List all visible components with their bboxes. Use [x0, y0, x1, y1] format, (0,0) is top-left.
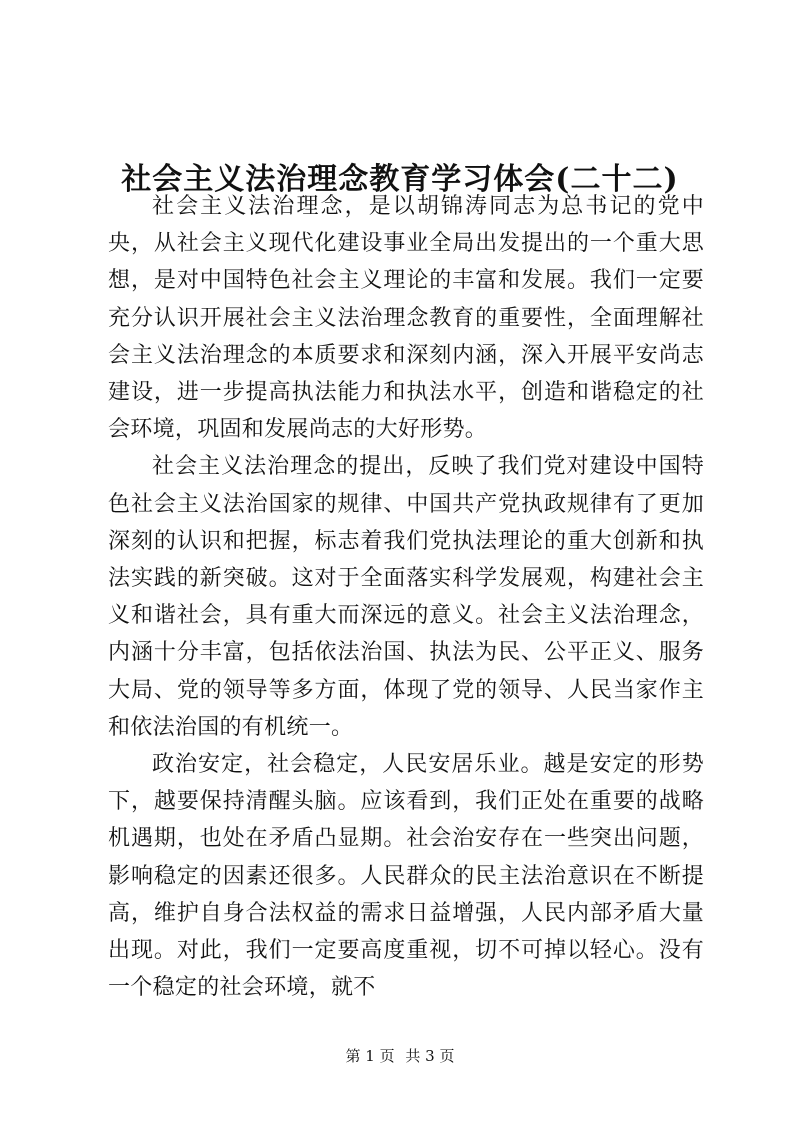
paragraph-2: 社会主义法治理念的提出，反映了我们党对建设中国特色社会主义法治国家的规律、中国共产党执政规律有了更加深刻的认识和把握，标志着我们党执法理论的重大创新和执法实践的新突破。这对于全面落实科学发展观，构建社会主义和谐社会，具有重大而深远的意义。社会主义法治理念，内涵十分丰富，包括依法治国、执法为民、公平正义、服务大局、党的领导等多方面，体现了党的领导、人民当家作主和依法治国的有机统一。	[108, 454, 704, 740]
document-title: 社会主义法治理念教育学习体会(二十二)	[121, 162, 679, 198]
page-total: 共 3 页	[405, 1047, 455, 1065]
page-footer	[0, 1046, 800, 1066]
page-number: 第 1 页	[345, 1047, 395, 1065]
paragraph-3: 政治安定，社会稳定，人民安居乐业。越是安定的形势下，越要保持清醒头脑。应该看到，我们正处在重要的战略机遇期，也处在矛盾凸显期。社会治安存在一些突出问题，影响稳定的因素还很多。人民群众的民主法治意识在不断提高，维护自身合法权益的需求日益增强，人民内部矛盾大量出现。对此，我们一定要高度重视，切不可掉以轻心。没有一个稳定的社会环境，就不	[108, 752, 704, 1001]
document-body	[108, 188, 704, 1006]
paragraph-1: 社会主义法治理念，是以胡锦涛同志为总书记的党中央，从社会主义现代化建设事业全局出发提出的一个重大思想，是对中国特色社会主义理论的丰富和发展。我们一定要充分认识开展社会主义法治理念教育的重要性，全面理解社会主义法治理念的本质要求和深刻内涵，深入开展平安尚志建设，进一步提高执法能力和执法水平，创造和谐稳定的社会环境，巩固和发展尚志的大好形势。	[108, 194, 704, 443]
